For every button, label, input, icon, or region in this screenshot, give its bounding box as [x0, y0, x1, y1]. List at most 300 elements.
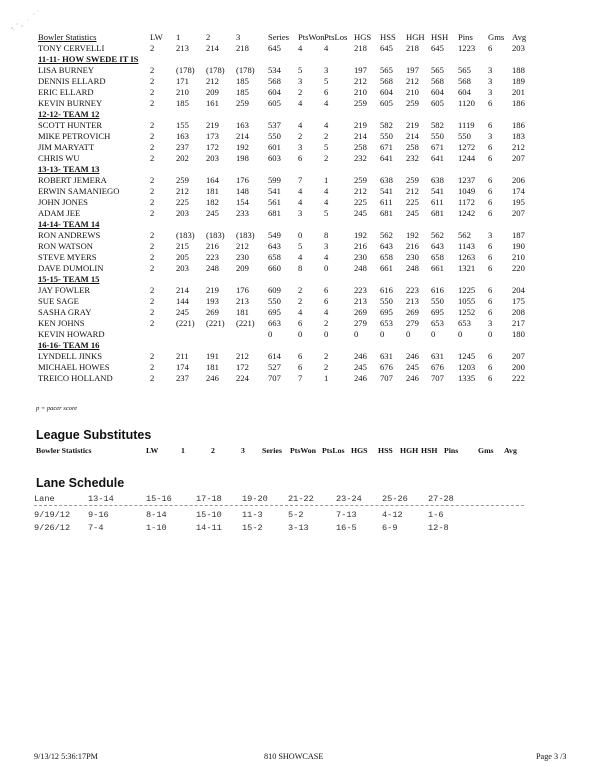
stat-cell: 2 [150, 362, 155, 372]
stat-cell: 279 [406, 318, 419, 328]
scan-smudge [8, 8, 42, 34]
lane-pair: 4-12 [382, 510, 403, 520]
footer-timestamp: 9/13/12 5:36:17PM [34, 752, 98, 761]
stat-cell: 638 [431, 175, 444, 185]
stat-cell: 2 [150, 241, 155, 251]
stat-cell: 219 [206, 285, 219, 295]
stat-cell: 258 [354, 142, 367, 152]
footer-league: 810 SHOWCASE [264, 752, 324, 761]
stat-cell: 661 [380, 263, 393, 273]
stat-cell: 5 [324, 208, 329, 218]
stat-cell: 565 [431, 65, 444, 75]
stat-cell: 230 [236, 252, 249, 262]
stat-cell: 210 [512, 252, 525, 262]
column-header: Series [268, 32, 290, 42]
stat-cell: 6 [298, 153, 303, 163]
lane-header-row [34, 494, 594, 505]
stat-cell: 171 [176, 76, 189, 86]
stat-cell: 203 [512, 43, 525, 53]
stat-cell: 550 [268, 296, 281, 306]
stat-cell: 230 [354, 252, 367, 262]
stat-cell: 202 [176, 153, 189, 163]
stat-cell: 225 [406, 197, 419, 207]
stat-cell: 209 [206, 87, 219, 97]
stat-cell: 246 [406, 351, 419, 361]
stat-cell: 203 [206, 153, 219, 163]
stat-cell: 568 [458, 76, 471, 86]
stat-cell: 206 [512, 175, 525, 185]
stat-cell: 3 [298, 142, 303, 152]
stat-cell: 219 [354, 120, 367, 130]
stat-cell: 186 [512, 120, 525, 130]
stat-cell: 0 [380, 329, 385, 339]
lane-pair: 7-13 [336, 510, 357, 520]
stat-cell: 4 [324, 197, 329, 207]
stat-cell: 6 [488, 351, 493, 361]
stat-cell: 2 [150, 65, 155, 75]
column-header: 2 [211, 446, 215, 455]
stat-cell: 653 [431, 318, 444, 328]
stat-cell: 561 [268, 197, 281, 207]
stat-cell: 707 [380, 373, 393, 383]
table-row [38, 87, 598, 98]
stat-cell: 707 [431, 373, 444, 383]
table-row [38, 318, 598, 329]
stat-cell: 1203 [458, 362, 476, 372]
stat-cell: (221) [176, 318, 195, 328]
stat-cell: 3 [488, 76, 493, 86]
stat-cell: 568 [431, 76, 444, 86]
stat-cell: 245 [176, 307, 189, 317]
stat-cell: 185 [236, 87, 249, 97]
stat-cell: 6 [488, 285, 493, 295]
stat-cell: 2 [150, 252, 155, 262]
stat-cell: 643 [268, 241, 281, 251]
stat-cell: 181 [206, 362, 219, 372]
stat-cell: 279 [354, 318, 367, 328]
stat-cell: 1143 [458, 241, 475, 251]
table-row [38, 263, 598, 274]
stat-cell: 232 [354, 153, 367, 163]
stat-cell: 176 [236, 175, 249, 185]
stat-cell: 645 [380, 43, 393, 53]
bowler-name: RON ANDREWS [38, 230, 101, 240]
stat-cell: 3 [488, 318, 493, 328]
lane-pair: 6-9 [382, 523, 398, 533]
stat-cell: 681 [431, 208, 444, 218]
stat-cell: 4 [298, 197, 303, 207]
stat-cell: 4 [298, 186, 303, 196]
bowler-name: LISA BURNEY [38, 65, 95, 75]
stat-cell: 0 [298, 230, 303, 240]
stat-cell: 605 [268, 98, 281, 108]
stat-cell: 638 [380, 175, 393, 185]
stats-header-row [38, 32, 598, 43]
stat-cell: 5 [324, 76, 329, 86]
column-header: Bowler Statistics [38, 32, 97, 42]
stat-cell: 163 [236, 120, 249, 130]
lane-divider [34, 505, 524, 506]
stat-cell: 197 [406, 65, 419, 75]
stat-cell: 163 [176, 131, 189, 141]
stat-cell: 207 [512, 208, 525, 218]
stat-cell: 663 [268, 318, 281, 328]
stat-cell: 6 [488, 43, 493, 53]
stat-cell: 259 [406, 175, 419, 185]
footer-page: Page 3 /3 [536, 752, 567, 761]
stat-cell: 676 [431, 362, 444, 372]
table-row [38, 131, 598, 142]
stat-cell: 2 [150, 76, 155, 86]
column-header: Pins [444, 446, 459, 455]
stat-cell: 245 [354, 362, 367, 372]
stat-cell: 207 [512, 351, 525, 361]
stat-cell: 208 [512, 307, 525, 317]
stat-cell: 6 [298, 362, 303, 372]
stat-cell: (178) [206, 65, 225, 75]
stat-cell: 3 [488, 131, 493, 141]
stat-cell: 3 [488, 65, 493, 75]
stat-cell: 172 [206, 142, 219, 152]
stat-cell: 216 [406, 241, 419, 251]
stat-cell: 2 [150, 142, 155, 152]
stat-cell: 246 [406, 373, 419, 383]
stat-cell: 616 [380, 285, 393, 295]
stat-cell: 599 [268, 175, 281, 185]
table-row [38, 65, 598, 76]
stat-cell: 604 [458, 87, 471, 97]
bowler-name: MICHAEL HOWES [38, 362, 110, 372]
stat-cell: 225 [354, 197, 367, 207]
stat-cell: 4 [324, 120, 329, 130]
stat-cell: 216 [354, 241, 367, 251]
stat-cell: 219 [206, 120, 219, 130]
stat-cell: 175 [512, 296, 525, 306]
stat-cell: 1172 [458, 197, 475, 207]
stat-cell: 658 [268, 252, 281, 262]
stat-cell: 4 [324, 43, 329, 53]
column-header: 1 [176, 32, 181, 42]
stat-cell: 2 [150, 153, 155, 163]
substitutes-title: League Substitutes [36, 428, 152, 442]
table-row [38, 186, 598, 197]
stat-cell: 173 [206, 131, 219, 141]
stat-cell: 192 [354, 230, 367, 240]
bowler-name: SCOTT HUNTER [38, 120, 103, 130]
stat-cell: 550 [380, 296, 393, 306]
column-header: HGS [354, 32, 372, 42]
table-row [38, 241, 598, 252]
stat-cell: 550 [380, 131, 393, 141]
table-row [38, 120, 598, 131]
stat-cell: 155 [176, 120, 189, 130]
stat-cell: 212 [354, 76, 367, 86]
bowler-name: CHRIS WU [38, 153, 80, 163]
team-heading: 16-16- TEAM 16 [38, 340, 100, 350]
stat-cell: 0 [324, 263, 329, 273]
stat-cell: 2 [150, 373, 155, 383]
table-row [38, 197, 598, 208]
stat-cell: (178) [176, 65, 195, 75]
stat-cell: (183) [236, 230, 255, 240]
stat-cell: 192 [406, 230, 419, 240]
stat-cell: 213 [406, 296, 419, 306]
table-row [38, 285, 598, 296]
stat-cell: 188 [512, 65, 525, 75]
stat-cell: 2 [298, 296, 303, 306]
stat-cell: 2 [150, 230, 155, 240]
lane-pair: 15-2 [242, 523, 263, 533]
column-header: Gms [478, 446, 494, 455]
stat-cell: 218 [354, 43, 367, 53]
lane-pair: 27-28 [428, 494, 454, 504]
stat-cell: 259 [406, 98, 419, 108]
stat-cell: 4 [298, 98, 303, 108]
stat-cell: 204 [512, 285, 525, 295]
team-heading: 14-14- TEAM 14 [38, 219, 100, 229]
stat-cell: 1252 [458, 307, 476, 317]
stat-cell: 6 [488, 362, 493, 372]
column-header: PtsLos [322, 446, 345, 455]
column-header: 2 [206, 32, 211, 42]
stat-cell: 643 [431, 241, 444, 251]
stat-cell: 185 [176, 98, 189, 108]
stat-cell: 2 [298, 131, 303, 141]
stat-cell: 181 [206, 186, 219, 196]
stat-cell: 220 [512, 263, 525, 273]
stat-cell: 189 [512, 76, 525, 86]
stat-cell: 217 [512, 318, 525, 328]
column-header: HSS [378, 446, 393, 455]
bowler-name: MIKE PETROVICH [38, 131, 111, 141]
stat-cell: 601 [268, 142, 281, 152]
stat-cell: 203 [176, 208, 189, 218]
stat-cell: 1225 [458, 285, 476, 295]
stat-cell: 6 [324, 285, 329, 295]
stat-cell: 225 [176, 197, 189, 207]
stat-cell: 4 [298, 252, 303, 262]
stat-cell: 248 [354, 263, 367, 273]
stat-cell: 3 [298, 208, 303, 218]
stat-cell: 190 [512, 241, 525, 251]
lane-pair: 13-14 [88, 494, 114, 504]
lane-pair: 19-20 [242, 494, 268, 504]
stat-cell: 1244 [458, 153, 476, 163]
bowler-name: JAY FOWLER [38, 285, 91, 295]
stat-cell: 214 [236, 131, 249, 141]
table-row [38, 208, 598, 219]
stat-cell: 1055 [458, 296, 476, 306]
stat-cell: 7 [298, 175, 303, 185]
table-row [38, 362, 598, 373]
stat-cell: 269 [406, 307, 419, 317]
stat-cell: 214 [354, 131, 367, 141]
stat-cell: 6 [488, 120, 493, 130]
stat-cell: 527 [268, 362, 281, 372]
stat-cell: 6 [488, 142, 493, 152]
stat-cell: 537 [268, 120, 281, 130]
stat-cell: 2 [150, 98, 155, 108]
stat-cell: 259 [236, 98, 249, 108]
stat-cell: 186 [512, 98, 525, 108]
stat-cell: 604 [431, 87, 444, 97]
lane-row [34, 510, 594, 521]
stat-cell: 212 [176, 186, 189, 196]
column-header: LW [146, 446, 159, 455]
column-header: HSH [421, 446, 438, 455]
column-header: HGH [400, 446, 419, 455]
stat-cell: 212 [236, 351, 249, 361]
stat-cell: (183) [206, 230, 225, 240]
stat-cell: 258 [406, 142, 419, 152]
stat-cell: 246 [354, 373, 367, 383]
table-row [38, 373, 598, 384]
column-header: HGS [351, 446, 368, 455]
stat-cell: 605 [431, 98, 444, 108]
stat-cell: 0 [406, 329, 411, 339]
stat-cell: 213 [176, 43, 189, 53]
stat-cell: 6 [488, 241, 493, 251]
stat-cell: 213 [354, 296, 367, 306]
stat-cell: 259 [354, 175, 367, 185]
table-row [38, 76, 598, 87]
stat-cell: 237 [176, 142, 189, 152]
table-row [38, 43, 598, 54]
stat-cell: 183 [512, 131, 525, 141]
team-heading: 12-12- TEAM 12 [38, 109, 100, 119]
stat-cell: 6 [488, 197, 493, 207]
bowler-name: ADAM JEE [38, 208, 81, 218]
column-header: Bowler Statistics [36, 446, 92, 455]
stat-cell: 6 [298, 351, 303, 361]
column-header: HSH [431, 32, 449, 42]
stat-cell: 645 [431, 43, 444, 53]
lane-pair: 21-22 [288, 494, 314, 504]
lane-pair: 25-26 [382, 494, 408, 504]
stat-cell: 187 [512, 230, 525, 240]
stat-cell: 237 [176, 373, 189, 383]
stat-cell: 154 [236, 197, 249, 207]
stat-cell: 643 [380, 241, 393, 251]
stat-cell: 0 [458, 329, 463, 339]
stat-cell: 4 [324, 252, 329, 262]
stat-cell: 609 [268, 285, 281, 295]
stat-cell: 671 [431, 142, 444, 152]
stat-cell: 671 [380, 142, 393, 152]
stat-cell: 1237 [458, 175, 476, 185]
stat-cell: 4 [324, 98, 329, 108]
lane-date: 9/26/12 [34, 523, 71, 533]
table-row [38, 175, 598, 186]
stat-cell: 2 [298, 87, 303, 97]
lane-pair: 15-16 [146, 494, 172, 504]
stat-cell: 658 [380, 252, 393, 262]
stat-cell: 211 [176, 351, 189, 361]
stat-cell: 259 [176, 175, 189, 185]
stat-cell: 7 [298, 373, 303, 383]
stat-cell: 210 [176, 87, 189, 97]
column-header: 3 [241, 446, 245, 455]
column-header: 1 [181, 446, 185, 455]
stat-cell: 174 [176, 362, 189, 372]
stat-cell: 2 [324, 362, 329, 372]
lane-date: 9/19/12 [34, 510, 71, 520]
team-heading: 15-15- TEAM 15 [38, 274, 100, 284]
stat-cell: 269 [206, 307, 219, 317]
stat-cell: 2 [150, 186, 155, 196]
bowler-name: DENNIS ELLARD [38, 76, 106, 86]
stat-cell: 676 [380, 362, 393, 372]
stat-cell: 568 [268, 76, 281, 86]
stat-cell: 210 [406, 87, 419, 97]
stat-cell: 181 [236, 307, 249, 317]
stat-cell: 1272 [458, 142, 476, 152]
stat-cell: 245 [206, 208, 219, 218]
stat-cell: 653 [380, 318, 393, 328]
stat-cell: 193 [206, 296, 219, 306]
stat-cell: 4 [298, 43, 303, 53]
pacer-note: p = pacer score [36, 405, 78, 412]
stat-cell: 222 [512, 373, 525, 383]
stat-cell: 245 [406, 362, 419, 372]
bowler-name: JOHN JONES [38, 197, 88, 207]
stat-cell: 1120 [458, 98, 475, 108]
stat-cell: 550 [431, 131, 444, 141]
column-header: Avg [512, 32, 527, 42]
stat-cell: 3 [324, 65, 329, 75]
lane-pair: 5-2 [288, 510, 304, 520]
stat-cell: 611 [431, 197, 444, 207]
stat-cell: 1242 [458, 208, 476, 218]
stat-cell: 661 [431, 263, 444, 273]
stat-cell: 1223 [458, 43, 476, 53]
lane-pair: 23-24 [336, 494, 362, 504]
stat-cell: 269 [354, 307, 367, 317]
stat-cell: 6 [488, 252, 493, 262]
stat-cell: 2 [150, 43, 155, 53]
stat-cell: 245 [354, 208, 367, 218]
stat-cell: 653 [458, 318, 471, 328]
stat-cell: 2 [150, 131, 155, 141]
stat-cell: 2 [150, 197, 155, 207]
team-heading: 11-11- HOW SWEDE IT IS [38, 54, 139, 64]
stat-cell: 223 [206, 252, 219, 262]
stat-cell: 631 [431, 351, 444, 361]
stat-cell: 1335 [458, 373, 476, 383]
bowler-name: STEVE MYERS [38, 252, 97, 262]
stat-cell: 695 [431, 307, 444, 317]
table-row [38, 296, 598, 307]
stat-cell: 176 [236, 285, 249, 295]
lane-pair: 16-5 [336, 523, 357, 533]
stat-cell: 148 [236, 186, 249, 196]
bowler-name: TREICO HOLLAND [38, 373, 113, 383]
stat-cell: 2 [324, 153, 329, 163]
stat-cell: 213 [236, 296, 249, 306]
column-header: Pins [458, 32, 473, 42]
stat-cell: 6 [488, 307, 493, 317]
table-row [38, 329, 598, 340]
table-row [38, 230, 598, 241]
bowler-name: ERIC ELLARD [38, 87, 94, 97]
stat-cell: 616 [431, 285, 444, 295]
stat-cell: 212 [236, 241, 249, 251]
stat-cell: 534 [268, 65, 281, 75]
stat-cell: 246 [354, 351, 367, 361]
stat-cell: 695 [268, 307, 281, 317]
stat-cell: 550 [458, 131, 471, 141]
column-header: LW [150, 32, 163, 42]
